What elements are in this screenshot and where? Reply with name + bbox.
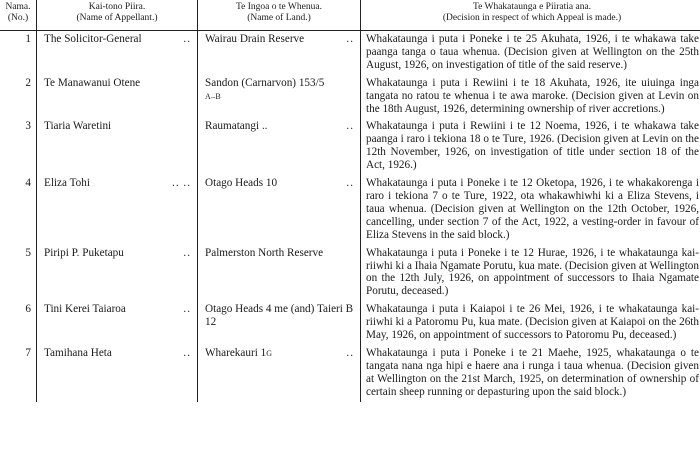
appellant-cell [37, 75, 198, 119]
row-number: 5 [0, 245, 37, 302]
appellant-cell [37, 175, 198, 245]
leader-dots: .. [346, 177, 354, 190]
land-cell [198, 345, 361, 402]
land-cell [198, 245, 361, 302]
appellant-cell [37, 31, 198, 75]
land-cell [198, 31, 361, 75]
appellant-cell [37, 301, 198, 345]
land-cell [198, 118, 361, 175]
appellant-name: Tini Kerei Taiaroa [44, 303, 126, 316]
header-land [198, 0, 361, 31]
header-decision [361, 0, 700, 31]
appellant-cell [37, 245, 198, 302]
leader-dots: .. [346, 33, 354, 45]
leader-dots: .. [183, 33, 191, 45]
land-suffix: A–B [205, 91, 222, 101]
land-name: Palmerston North Reserve [205, 246, 324, 259]
table-row [0, 301, 700, 345]
leader-dots: .. [183, 303, 191, 316]
header-appellant-english: (Name of Appellant.) [76, 13, 158, 23]
row-number: 2 [0, 75, 37, 119]
appellant-name: Piripi P. Puketapu [44, 246, 124, 259]
header-row [0, 0, 700, 31]
decision-text: Whakataunga i puta i Poneke i te 12 Hurae, 1926, i te whakataunga kai-riiwhi ki a Ihaia Ngamate Porutu, kua mate. (Decision given at Wellington on the 12th July, 1926, on appointment of successors to Ihaia Ngamate Porutu, deceased.) [366, 246, 699, 298]
row-number: 4 [0, 175, 37, 245]
header-decision-maori: Te Whakataunga e Piiratia ana. [472, 2, 592, 12]
appellant-name: The Solicitor-General [44, 33, 142, 45]
appellant-cell [37, 345, 198, 402]
row-number: 6 [0, 301, 37, 345]
appellant-cell [37, 118, 198, 175]
header-land-english: (Name of Land.) [247, 13, 311, 23]
table-row [0, 31, 700, 75]
land-name: Wharekauri 1 [205, 346, 267, 359]
leader-dots: .. [183, 346, 191, 359]
appellant-name: Te Manawanui Otene [44, 76, 141, 89]
land-cell [198, 75, 361, 119]
land-name: Otago Heads 4 me (and) Taieri B 12 [205, 303, 354, 329]
table-row [0, 345, 700, 402]
header-no [0, 0, 37, 31]
leader-dots: .. [346, 120, 354, 133]
header-land-maori: Te Ingoa o te Whenua. [236, 2, 322, 12]
table-row [0, 245, 700, 302]
land-name: Sandon (Carnarvon) 153/5 [205, 76, 325, 89]
header-decision-english: (Decision in respect of which Appeal is made.) [442, 13, 622, 23]
leader-dots: .. .. [172, 177, 191, 190]
land-name: Raumatangi .. [205, 120, 268, 133]
appellant-name: Eliza Tohi [44, 177, 90, 190]
decision-text: Whakataunga i puta i Poneke i te 25 Akuhata, 1926, i te whakawa take paanga tanga o taua whenua. (Decision given at Wellington on the 25th August, 1926, on investigation of title of the said reserve.) [366, 33, 699, 71]
decision-text: Whakataunga i puta i Rewiini i te 12 Noema, 1926, i te whakawa take paanga i raro i tekiona 18 o te Ture, 1926. (Decision given at Levin on the 12th November, 1926, on investigation of title under section 18 of the Act, 1926.) [366, 120, 699, 172]
header-appellant-maori: Kai-tono Piira. [88, 2, 146, 12]
table-row [0, 75, 700, 119]
decision-text: Whakataunga i puta i Poneke i te 12 Oketopa, 1926, i te whakakorenga i raro i tekiona 7 o te Ture, 1922, ota whakawhiwhi ki a Eliza Stevens, i taua whenua. (Decision given at Wellington on the 12th October, 1926, cancelling, under section 7 of the Act, 1922, a vesting-order in favour of Eliza Stevens in the said block.) [366, 177, 699, 241]
land-name: Otago Heads 10 [205, 177, 278, 190]
land-name: Wairau Drain Reserve [205, 33, 305, 45]
header-no-english: (No.) [7, 13, 29, 23]
decision-text: Whakataunga i puta i Kaiapoi i te 26 Mei, 1926, i te whakataunga kai-riiwhi ki a Patoromu Pu, kua mate. (Decision given at Kaiapoi on the 26th May, 1926, on appointment of successors to Patoromu Pu, deceased.) [366, 303, 699, 342]
table-row [0, 118, 700, 175]
appellant-name: Tamihana Heta [44, 346, 112, 359]
decision-text: Whakataunga i puta i Poneke i te 21 Maehe, 1925, whakataunga o te tangata nana nga hipi e haere ana i runga i taua whenua. (Decision given at Wellington on the 21st March, 1925, on determination of ownership of certain sheep running or depasturing upon the said block.) [366, 346, 699, 398]
land-cell [198, 175, 361, 245]
row-number: 1 [0, 31, 37, 75]
table-row [0, 175, 700, 245]
header-no-maori: Nama. [5, 2, 31, 12]
leader-dots: .. [183, 246, 191, 259]
row-number: 3 [0, 118, 37, 175]
row-number: 7 [0, 345, 37, 402]
leader-dots: .. [346, 346, 354, 359]
land-suffix: G [266, 348, 273, 358]
header-appellant [37, 0, 198, 31]
appellant-name: Tiaria Waretini [44, 120, 112, 133]
decision-text: Whakataunga i puta i Rewiini i te 18 Akuhata, 1926, ite uiuinga inga tangata no ratou te whenua i te awa maroke. (Decision given at Levin on the 18th August, 1926, determining ownership of river accretions.) [366, 76, 699, 115]
land-cell [198, 301, 361, 345]
